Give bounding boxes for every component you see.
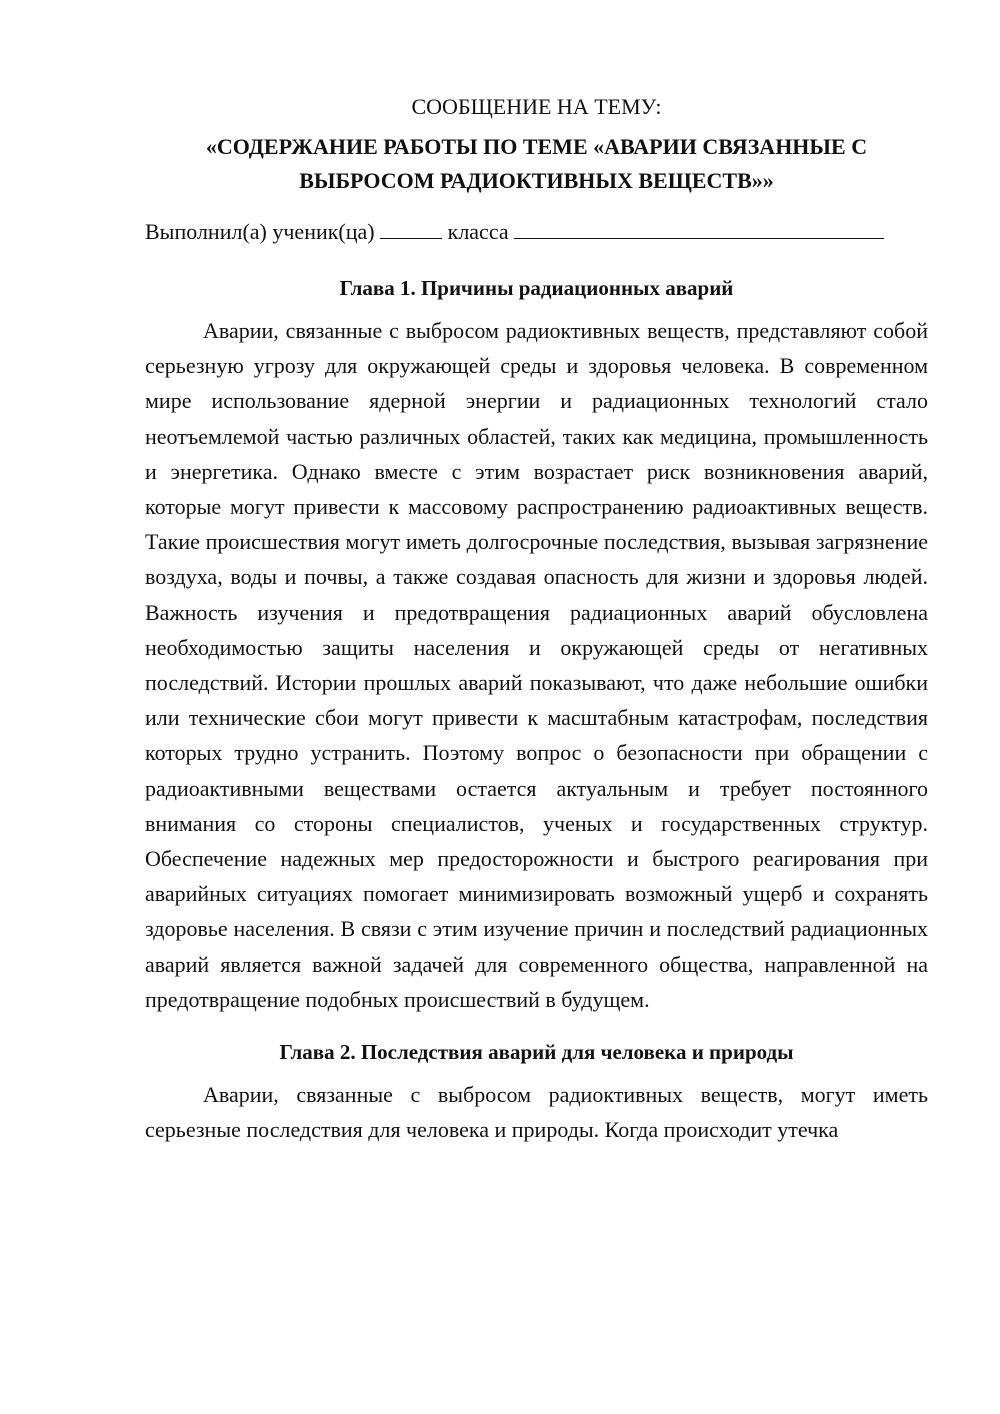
document-header: СООБЩЕНИЕ НА ТЕМУ: bbox=[411, 94, 662, 119]
document-page bbox=[145, 92, 928, 1147]
author-name-blank bbox=[514, 216, 884, 239]
title-line-2: ВЫБРОСОМ РАДИОКТИВНЫХ ВЕЩЕСТВ»» bbox=[299, 168, 774, 193]
document-title bbox=[145, 130, 928, 198]
author-prefix: Выполнил(а) ученик(ца) bbox=[145, 219, 375, 244]
class-number-blank bbox=[380, 216, 442, 239]
chapter-2-heading: Глава 2. Последствия аварий для человека и природы bbox=[279, 1040, 794, 1065]
author-class-label: класса bbox=[447, 219, 509, 244]
title-line-1: «СОДЕРЖАНИЕ РАБОТЫ ПО ТЕМЕ «АВАРИИ СВЯЗАННЫЕ С bbox=[205, 134, 868, 159]
chapter-1-paragraph: Аварии, связанные с выбросом радиоктивных веществ, представляют собой серьезную угрозу для окружающей среды и здоровья человека. В современном мире использование ядерной энергии и радиационных технологий стало неотъемлемой частью различных областей, таких как медицина, промышленность и энергетика. Однако вместе с этим возрастает риск возникновения аварий, которые могут привести к массовому распространению радиоактивных веществ. Такие происшествия могут иметь долгосрочные последствия, вызывая загрязнение воздуха, воды и почвы, а также создавая опасность для жизни и здоровья людей. Важность изучения и предотвращения радиационных аварий обусловлена необходимостью защиты населения и окружающей среды от негативных последствий. Истории прошлых аварий показывают, что даже небольшие ошибки или технические сбои могут привести к масштабным катастрофам, последствия которых трудно устранить. Поэтому вопрос о безопасности при обращении с радиоактивными веществами остается актуальным и требует постоянного внимания со стороны специалистов, ученых и государственных структур. Обеспечение надежных мер предосторожности и быстрого реагирования при аварийных ситуациях помогает минимизировать возможный ущерб и сохранять здоровье населения. В связи с этим изучение причин и последствий радиационных аварий является важной задачей для современного общества, направленной на предотвращение подобных происшествий в будущем. bbox=[145, 318, 928, 1012]
author-line bbox=[145, 216, 928, 247]
chapter-2-paragraph: Аварии, связанные с выбросом радиоктивных веществ, могут иметь серьезные последствия для человека и природы. Когда происходит утечка bbox=[145, 1082, 928, 1143]
chapter-1-heading: Глава 1. Причины радиационных аварий bbox=[339, 276, 734, 300]
